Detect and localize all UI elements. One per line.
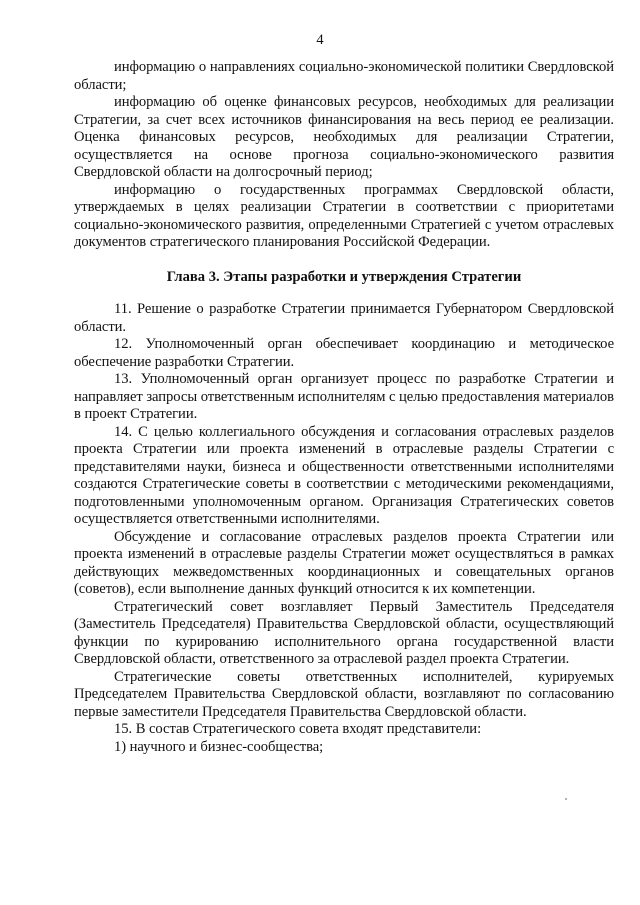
item-13-paragraph: 13. Уполномоченный орган организует процесс по разработке Стратегии и направляет запросы ответственным исполнителям с целью предоставления материалов в проект Стратегии. [74,371,614,422]
intro-paragraph-1: информацию о направлениях социально-экономической политики Свердловской области; [74,59,614,93]
intro-paragraph-2: информацию об оценке финансовых ресурсов, необходимых для реализации Стратегии, за счет всех источников финансирования на весь период ее реализации. Оценка финансовых ресурсов, необходимых для реализации Стратегии, осуществляется на основе прогноза социально-экономического развития Свердловской области на долгосрочный период; [74,94,614,180]
discussion-paragraph: Обсуждение и согласование отраслевых разделов проекта Стратегии или проекта изменений в отраслевые разделы Стратегии может осуществляться в рамках действующих межведомственных координационных и совещательных органов (советов), если выполнение данных функций относится к их компетенции. [74,528,614,597]
item-11-paragraph: 11. Решение о разработке Стратегии принимается Губернатором Свердловской области. [74,301,614,335]
chapter-heading: Глава 3. Этапы разработки и утверждения Стратегии [166,268,522,285]
item-14-paragraph: 14. С целью коллегиального обсуждения и согласования отраслевых разделов проекта Стратегии или проекта изменений в отраслевые разделы Стратегии с представителями науки, бизнеса и общественности ответственными исполнителями создаются Стратегические советы в соответствии с методическими рекомендациями, подготовленными уполномоченным органом. Организация Стратегических советов осуществляется ответственными исполнителями. [74,423,614,527]
item-15-paragraph: 15. В состав Стратегического совета входят представители: [114,721,482,737]
item-12-paragraph: 12. Уполномоченный орган обеспечивает координацию и методическое обеспечение разработки Стратегии. [74,336,614,370]
council-head-paragraph: Стратегический совет возглавляет Первый Заместитель Председателя (Заместитель Председателя) Правительства Свердловской области, осуществляющий функции по курированию исполнительного органа государственной власти Свердловской области, ответственного за отраслевой раздел проекта Стратегии. [74,598,614,667]
scan-speck [565,798,567,800]
item-15-subitem-1: 1) научного и бизнес-сообщества; [114,738,324,755]
page-number: 4 [316,32,324,48]
council-chairs-paragraph: Стратегические советы ответственных исполнителей, курируемых Председателем Правительства Свердловской области, возглавляют по согласованию первые заместители Председателя Правительства Свердловской области. [74,668,614,720]
intro-paragraph-3: информацию о государственных программах Свердловской области, утверждаемых в целях реализации Стратегии в соответствии с приоритетами социально-экономического развития, определенными Стратегией с учетом отраслевых документов стратегического планирования Российской Федерации. [74,181,614,250]
document-body [74,59,614,756]
